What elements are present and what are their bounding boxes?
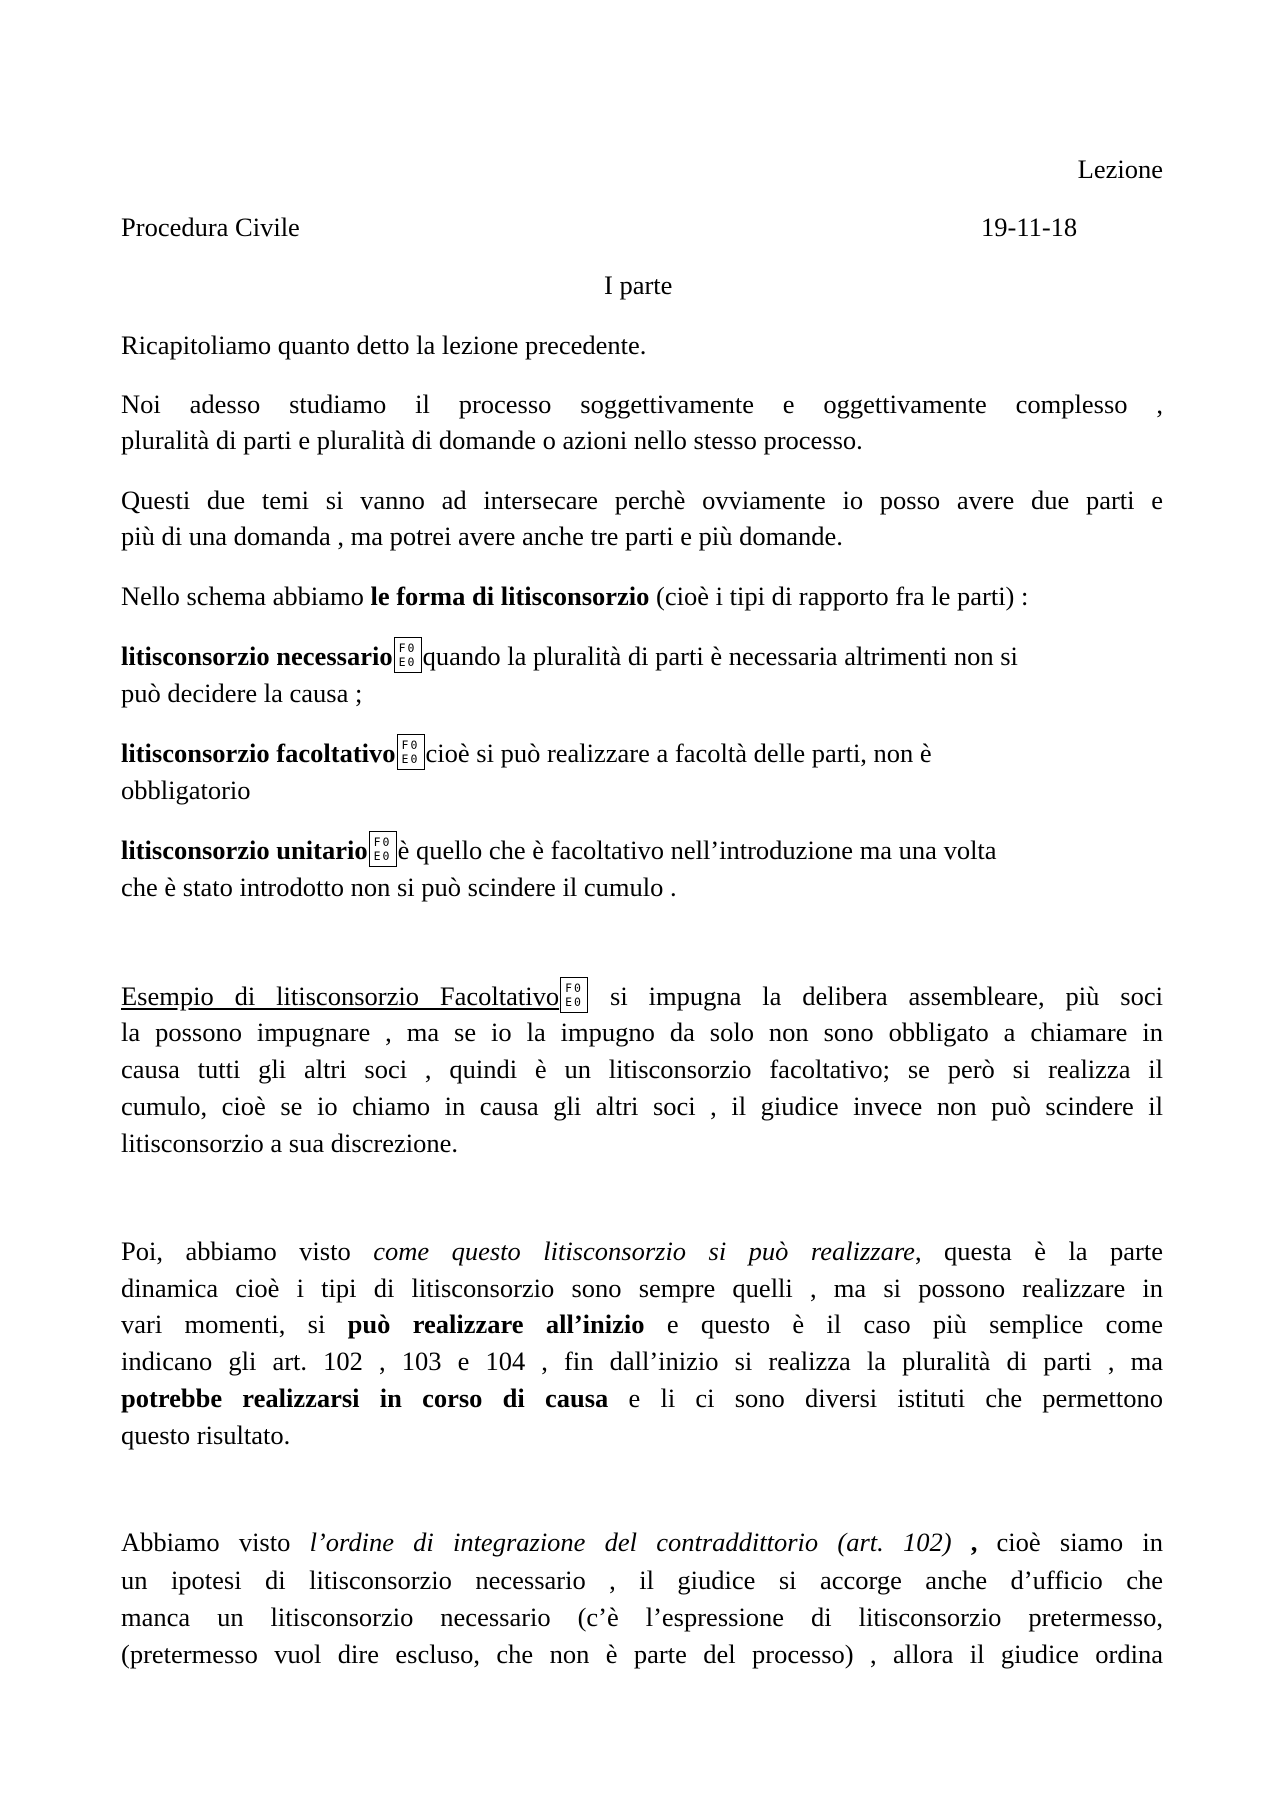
dynamic-line-3-post: e questo è il caso più semplice come [644, 1309, 1164, 1339]
missing-glyph-icon: F0 E0 [397, 734, 425, 770]
example-heading: Esempio di litisconsorzio Facoltativo [121, 981, 560, 1011]
missing-glyph-icon: F0 E0 [394, 637, 422, 673]
definition-facoltativo-line-1 [121, 734, 932, 772]
dynamic-line-3 [121, 1306, 1163, 1343]
dynamic-line-1-pre: Poi, abbiamo visto [121, 1236, 374, 1266]
paragraph-2-line-2: pluralità di parti e pluralità di domande o azioni nello stesso processo. [121, 425, 863, 455]
paragraph-intro: Ricapitoliamo quanto detto la lezione precedente. [121, 330, 647, 360]
dynamic-line-1-italic: come questo litisconsorzio si può realizzare [373, 1236, 915, 1266]
paragraph-4 [121, 578, 1028, 615]
example-line-2: la possono impugnare , ma se io la impugno da solo non sono obbligato a chiamare in [121, 1017, 1163, 1047]
dynamic-line-5-bold: potrebbe realizzarsi in corso di causa [121, 1383, 609, 1413]
paragraph-4-bold: le forma di litisconsorzio [370, 581, 650, 611]
dynamic-line-4: indicano gli art. 102 , 103 e 104 , fin dall’inizio si realizza la pluralità di parti , ma [121, 1346, 1163, 1376]
term-unitario: litisconsorzio unitario [121, 835, 368, 865]
definition-facoltativo-line-2: obbligatorio [121, 775, 251, 805]
definition-unitario-line-1 [121, 831, 997, 869]
header-date: 19-11-18 [981, 212, 1078, 242]
term-facoltativo: litisconsorzio facoltativo [121, 738, 396, 768]
dynamic-line-1-post: , questa è la parte [914, 1236, 1163, 1266]
integration-line-1-post: cioè siamo in [977, 1527, 1163, 1557]
example-line-3: causa tutti gli altri soci , quindi è un litisconsorzio facoltativo; se però si realizza il [121, 1054, 1163, 1084]
integration-line-2: un ipotesi di litisconsorzio necessario , il giudice si accorge anche d’ufficio che [121, 1565, 1163, 1595]
dynamic-line-6: questo risultato. [121, 1420, 291, 1450]
example-line-4: cumulo, cioè se io chiamo in causa gli altri soci , il giudice invece non può scindere il [121, 1091, 1163, 1121]
dynamic-line-1 [121, 1233, 1163, 1270]
term-necessario: litisconsorzio necessario [121, 641, 393, 671]
header-lezione: Lezione [1077, 154, 1163, 184]
definition-unitario-text: è quello che è facoltativo nell’introduzione ma una volta [397, 835, 997, 865]
missing-glyph-icon: F0 E0 [560, 977, 588, 1013]
integration-line-1 [121, 1524, 1163, 1561]
example-line-1 [121, 977, 1163, 1015]
header-course: Procedura Civile [121, 212, 300, 242]
definition-necessario-text: quando la pluralità di parti è necessaria altrimenti non si [422, 641, 1018, 671]
example-text-1: si impugna la delibera assembleare, più soci [610, 981, 1163, 1011]
paragraph-3-line-1: Questi due temi si vanno ad intersecare perchè ovviamente io posso avere due parti e [121, 485, 1163, 515]
definition-unitario-line-2: che è stato introdotto non si può scindere il cumulo . [121, 872, 677, 902]
dynamic-line-5-post: e li ci sono diversi istituti che permettono [608, 1383, 1163, 1413]
paragraph-4-post: (cioè i tipi di rapporto fra le parti) : [649, 581, 1029, 611]
definition-necessario-line-2: può decidere la causa ; [121, 678, 363, 708]
example-line-5: litisconsorzio a sua discrezione. [121, 1128, 459, 1158]
integration-line-4: (pretermesso vuol dire escluso, che non è parte del processo) , allora il giudice ordina [121, 1639, 1163, 1669]
dynamic-line-2: dinamica cioè i tipi di litisconsorzio sono sempre quelli , ma si possono realizzare in [121, 1273, 1163, 1303]
definition-necessario-line-1 [121, 637, 1018, 675]
missing-glyph-icon: F0 E0 [369, 831, 397, 867]
paragraph-2-line-1: Noi adesso studiamo il processo soggettivamente e oggettivamente complesso , [121, 389, 1163, 419]
dynamic-line-5 [121, 1380, 1163, 1417]
dynamic-line-3-pre: vari momenti, si [121, 1309, 348, 1339]
integration-line-1-italic: l’ordine di integrazione del contraddittorio (art. 102) [309, 1527, 952, 1557]
document-page [121, 0, 1163, 1811]
paragraph-3-line-2: più di una domanda , ma potrei avere anche tre parti e più domande. [121, 521, 843, 551]
definition-facoltativo-text: cioè si può realizzare a facoltà delle parti, non è [425, 738, 932, 768]
paragraph-4-pre: Nello schema abbiamo [121, 581, 371, 611]
dynamic-line-3-bold: può realizzare all’inizio [347, 1309, 645, 1339]
integration-line-3: manca un litisconsorzio necessario (c’è l’espressione di litisconsorzio pretermesso, [121, 1602, 1163, 1632]
integration-line-1-pre: Abbiamo visto [121, 1527, 310, 1557]
integration-line-1-bold: , [951, 1527, 978, 1557]
section-title: I parte [604, 270, 673, 300]
